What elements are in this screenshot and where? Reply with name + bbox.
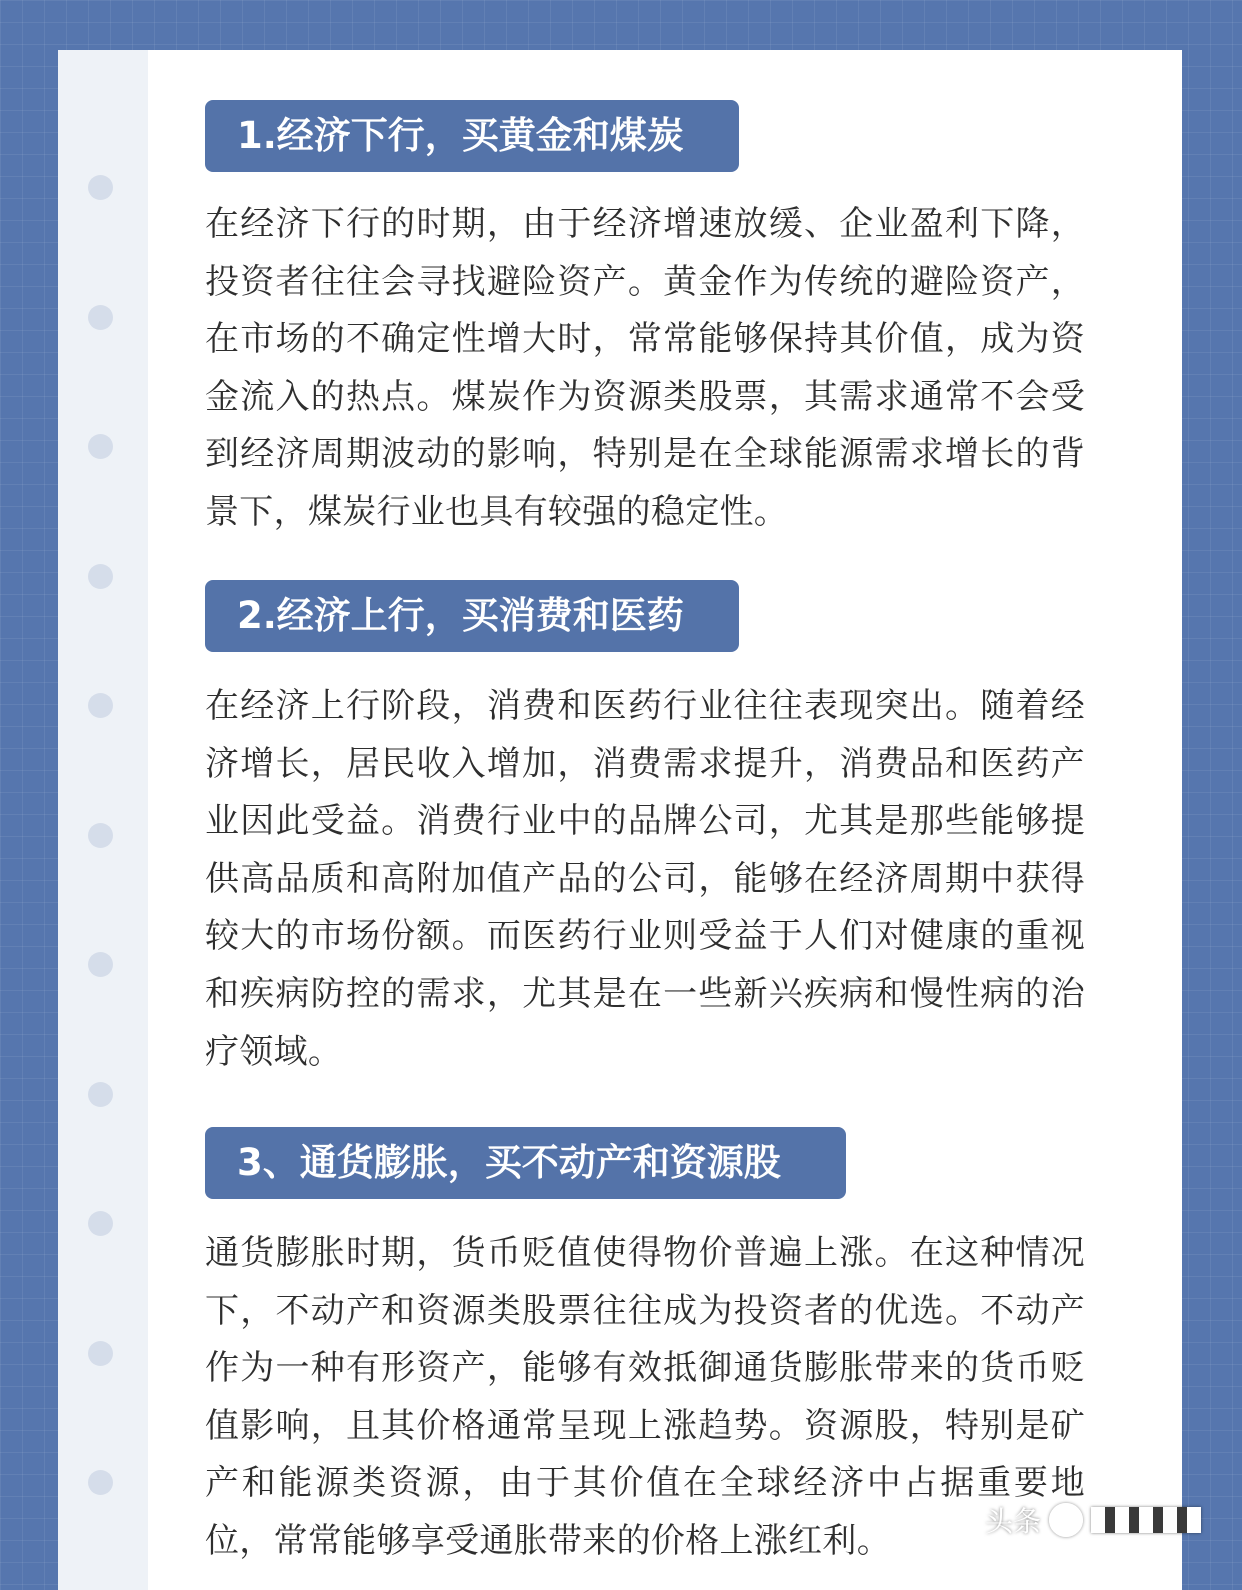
section-2-body: 在经济上行阶段，消费和医药行业往往表现突出。随着经济增长，居民收入增加，消费需求提升，消费品和医药产业因此受益。消费行业中的品牌公司，尤其是那些能够提供高品质和高附加值产品的公司，能够在经济周期中获得较大的市场份额。而医药行业则受益于人们对健康的重视和疾病防控的需求，尤其是在一些新兴疾病和慢性病的治疗领域。: [205, 686, 1085, 1072]
section-3-body: 通货膨胀时期，货币贬值使得物价普遍上涨。在这种情况下，不动产和资源类股票往往成为投资者的优选。不动产作为一种有形资产，能够有效抵御通货膨胀带来的货币贬值影响，且其价格通常呈现上涨趋势。资源股，特别是矿产和能源类资源，由于其价值在全球经济中占据重要地位，常常能够享受通胀带来的价格上涨红利。: [205, 1233, 1085, 1561]
binder-hole: [88, 564, 113, 589]
section-1-heading: 1.经济下行，买黄金和煤炭: [205, 100, 739, 172]
binder-hole: [88, 823, 113, 848]
binder-hole: [88, 305, 113, 330]
section-2-heading: 2.经济上行，买消费和医药: [205, 580, 739, 652]
binder-hole: [88, 1470, 113, 1495]
binder-gutter: [58, 50, 148, 1590]
note-page: [58, 50, 1182, 1590]
binder-hole: [88, 434, 113, 459]
toutiao-watermark: [985, 1500, 1201, 1540]
binder-hole: [88, 1082, 113, 1107]
binder-hole: [88, 693, 113, 718]
watermark-masked-username: [1091, 1507, 1201, 1533]
binder-hole: [88, 952, 113, 977]
toutiao-logo-icon: [1049, 1503, 1083, 1537]
binder-hole: [88, 1211, 113, 1236]
binder-hole: [88, 1341, 113, 1366]
watermark-label: 头条: [985, 1505, 1042, 1538]
section-3-heading: 3、通货膨胀，买不动产和资源股: [205, 1127, 846, 1199]
binder-hole: [88, 175, 113, 200]
section-1-body: 在经济下行的时期，由于经济增速放缓、企业盈利下降，投资者往往会寻找避险资产。黄金作为传统的避险资产，在市场的不确定性增大时，常常能够保持其价值，成为资金流入的热点。煤炭作为资源类股票，其需求通常不会受到经济周期波动的影响，特别是在全球能源需求增长的背景下，煤炭行业也具有较强的稳定性。: [205, 204, 1085, 532]
